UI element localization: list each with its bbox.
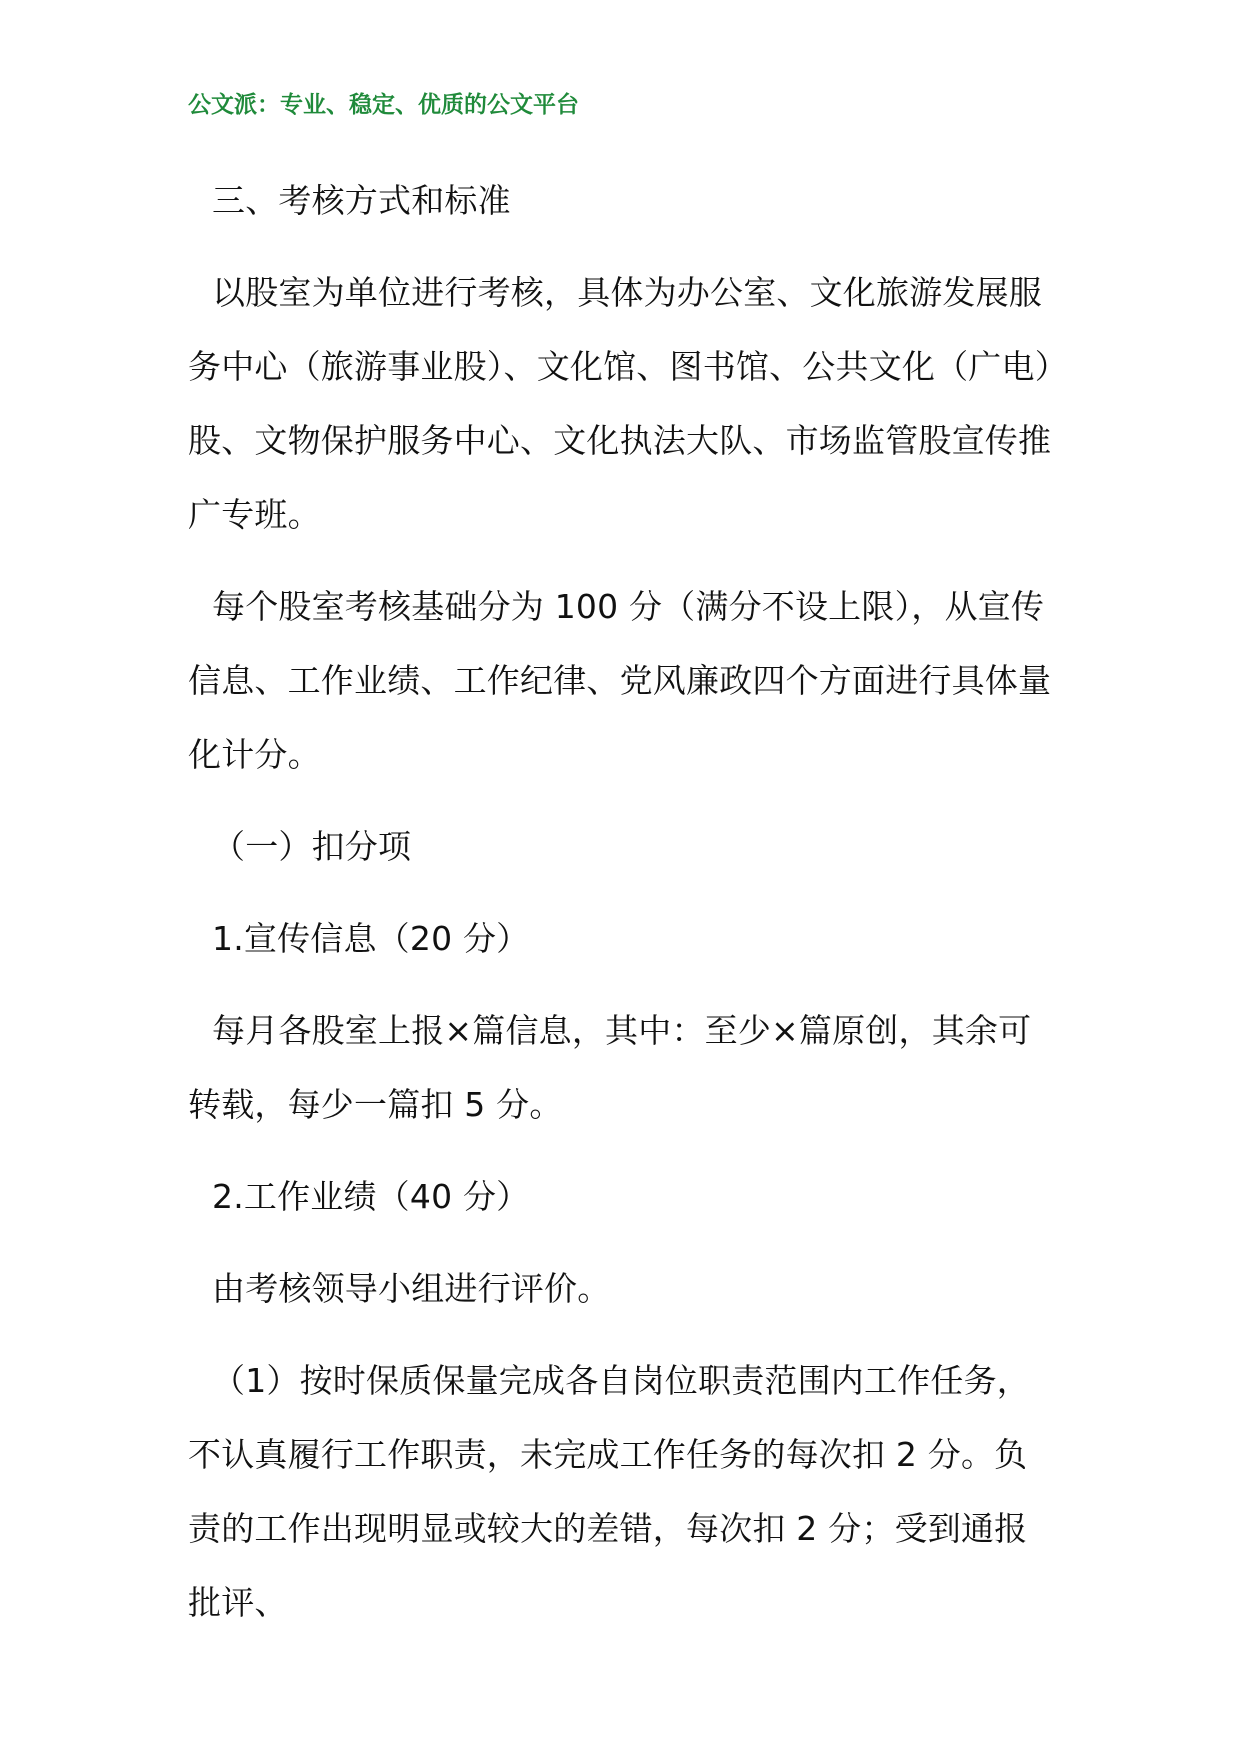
- item-heading: 2.工作业绩（40 分）: [212, 1177, 530, 1216]
- body-paragraph: （1）按时保质保量完成各自岗位职责范围内工作任务，不认真履行工作职责，未完成工作任务的每次扣 2 分。负责的工作出现明显或较大的差错，每次扣 2 分；受到通报批评、: [188, 1361, 1030, 1622]
- body-paragraph: 以股室为单位进行考核，具体为办公室、文化旅游发展服务中心（旅游事业股）、文化馆、图书馆、公共文化（广电）股、文物保护服务中心、文化执法大队、市场监管股宣传推广专班。: [188, 273, 1052, 534]
- item-heading: 1.宣传信息（20 分）: [212, 919, 530, 958]
- document-body: [188, 164, 1058, 1658]
- section-heading: 三、考核方式和标准: [212, 181, 511, 220]
- body-paragraph: 每个股室考核基础分为 100 分（满分不设上限），从宣传信息、工作业绩、工作纪律、党风廉政四个方面进行具体量化计分。: [188, 587, 1052, 774]
- subsection-heading: （一）扣分项: [212, 827, 412, 866]
- body-paragraph: 每月各股室上报×篇信息，其中：至少×篇原创，其余可转载，每少一篇扣 5 分。: [188, 1011, 1032, 1124]
- brand-header: 公文派：专业、稳定、优质的公文平台: [188, 91, 579, 118]
- body-paragraph: 由考核领导小组进行评价。: [212, 1269, 611, 1308]
